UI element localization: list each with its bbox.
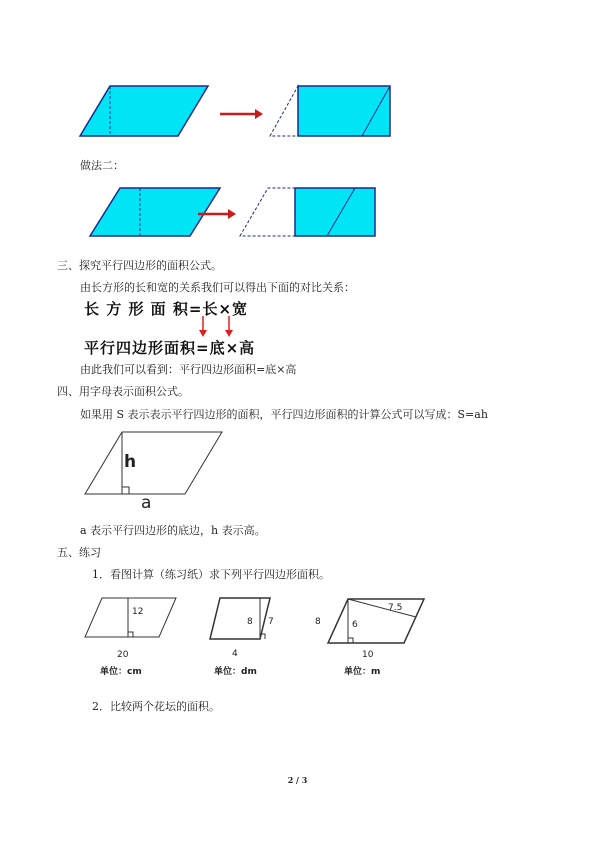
transform-diagram-2 — [80, 184, 380, 240]
parallelogram-shape — [80, 86, 208, 136]
label-h: h — [124, 452, 137, 472]
fig2-height-label: 7 — [268, 617, 274, 627]
section4-body: 如果用 S 表示表示平行四边形的面积，平行四边形面积的计算公式可以写成：S=ah — [80, 408, 488, 421]
exercise-figure-1 — [82, 595, 182, 645]
fig2-base-label: 4 — [232, 649, 238, 659]
exercise-question-1: 1．看图计算（练习纸）求下列平行四边形面积。 — [92, 568, 330, 581]
parallelogram-shape — [90, 188, 220, 236]
page-number: 2 / 3 — [287, 775, 308, 785]
formula-parallelogram: 平行四边形面积=底×高 — [84, 339, 256, 357]
rectangle-shape — [295, 188, 375, 236]
fig3-height-label: 6 — [352, 620, 358, 630]
fig1-height-label: 12 — [132, 607, 144, 617]
section4-heading: 四、用字母表示面积公式。 — [57, 385, 189, 398]
section5-heading: 五、练习 — [57, 546, 101, 559]
section3-heading: 三、探究平行四边形的面积公式。 — [57, 259, 222, 272]
fig3-side-label: 8 — [315, 617, 321, 627]
fig3-unit: 单位：m — [344, 667, 381, 677]
fig2-unit: 单位：dm — [214, 667, 257, 677]
letter-parallelogram-figure — [80, 430, 230, 512]
red-arrow-head — [228, 209, 236, 219]
formula-arrows — [190, 316, 250, 338]
label-a: a — [141, 493, 152, 513]
fig3-diag-label: 7.5 — [388, 603, 403, 613]
exercise-figure-3 — [325, 595, 430, 650]
fig2-side-label: 8 — [247, 617, 253, 627]
fig1-base-label: 20 — [117, 650, 129, 660]
section3-conclusion: 由此我们可以看到：平行四边形面积=底×高 — [80, 363, 297, 376]
formula-rectangle: 长 方 形 面 积=长×宽 — [84, 300, 249, 318]
section3-intro: 由长方形的长和宽的关系我们可以得出下面的对比关系： — [80, 281, 355, 294]
section4-caption: a 表示平行四边形的底边，h 表示高。 — [80, 524, 266, 537]
moved-triangle-outline — [270, 86, 298, 136]
exercise-question-2: 2．比较两个花坛的面积。 — [92, 700, 220, 713]
fig3-base-label: 10 — [362, 650, 374, 660]
red-arrow-head — [255, 109, 263, 119]
fig1-unit: 单位：cm — [100, 667, 142, 677]
method2-label: 做法二： — [80, 159, 124, 172]
transform-diagram-1 — [70, 80, 400, 142]
moved-piece-outline — [240, 188, 295, 236]
